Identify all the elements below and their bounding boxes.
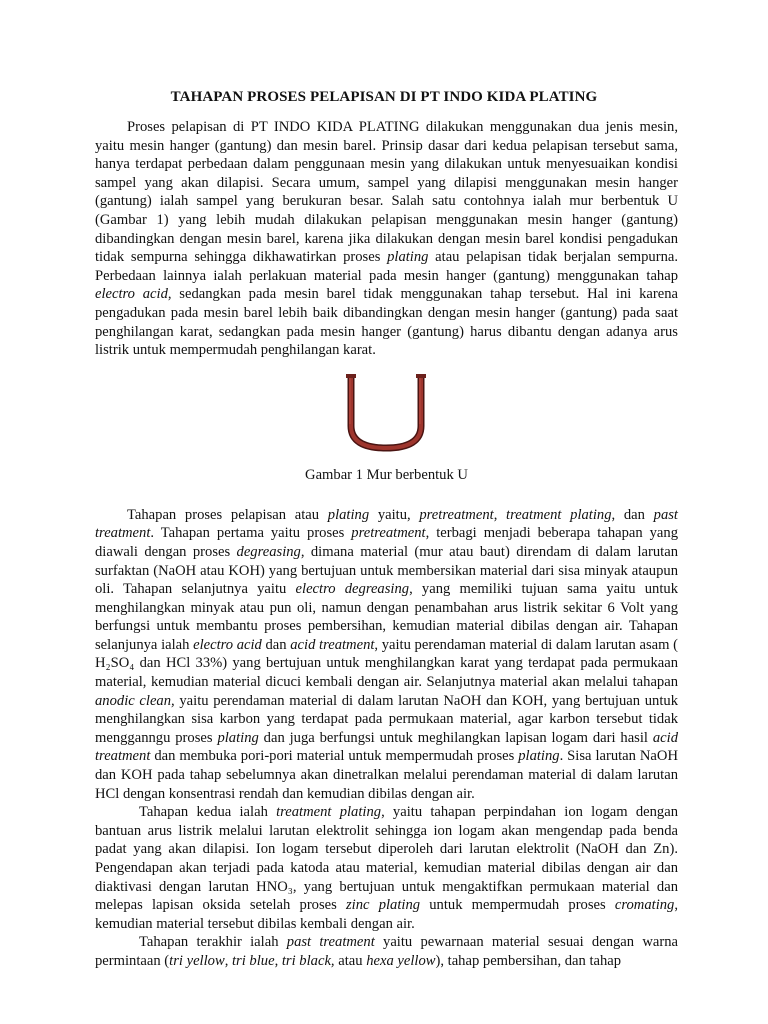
italic-term: pretreatment: [419, 506, 494, 523]
text: Tahapan terakhir ialah: [139, 934, 287, 951]
text: , sedangkan pada mesin barel tidak menggunakan tahap tersebut. Hal ini karena pengadukan pada mesin barel lebih baik dibandingkan dengan mesin hanger (gantung) pada saat penghilangan karat, sedangkan pada mesin hanger (gantung) harus dibantu dengan adanya arus listrik untuk mempermudah penghilangan karat.: [95, 286, 678, 359]
u-bolt-rod: [351, 376, 421, 448]
italic-term: tri yellow: [169, 952, 225, 969]
italic-term: electro degreasing: [295, 581, 410, 598]
italic-term: treatment plating: [506, 506, 612, 523]
u-shaped-bolt-icon: [343, 374, 429, 454]
text: , kemudian material tersebut dibilas kembali dengan air.: [95, 897, 678, 932]
text: ,: [224, 952, 232, 969]
paragraph-4: [95, 933, 678, 970]
italic-term: past treatment: [95, 506, 678, 542]
paragraph-1: [95, 118, 678, 360]
text: Proses pelapisan di PT INDO KIDA PLATING dilakukan menggunakan dua jenis mesin, yaitu mesin hanger (gantung) dan mesin barel. Prinsip dasar dari kedua pelapisan tersebut sama, hanya terdapat perbedaan dalam penggunaan mesin yang dilakukan untuk menyesuaikan kondisi sampel yang akan dilapisi. Secara umum, sampel yang dilapisi menggunakan mesin hanger (gantung) ialah sampel yang berukuran besar. Salah satu contohnya ialah mur berbentuk U (Gambar 1) yang lebih mudah dilakukan pelapisan menggunakan mesin hanger (gantung) dibandingkan dengan mesin barel, karena jika dilakukan dengan mesin barel kondisi pengadukan tidak sempurna sehingga dikhawatirkan proses: [95, 119, 678, 266]
document-body: [95, 118, 678, 971]
text: ), tahap pembersihan, dan tahap: [435, 952, 622, 969]
text: Tahapan kedua ialah: [139, 804, 277, 821]
text: , yaitu tahapan perpindahan ion logam dengan bantuan arus listrik melalui larutan elektrolit sehingga ion logam akan mengendap pada benda padat yang akan dilapisi. Ion logam tersebut diperoleh dari larutan elektrolit (NaOH dan Zn). Pengendapan akan terjadi pada katoda atau material, kemudian material dibilas dengan air dan diaktivasi dengan larutan HNO₃, yang bertujuan untuk mengaktifkan permukaan material dan melepas lapisan oksida setelah proses: [95, 804, 678, 914]
italic-term: zinc plating: [346, 897, 421, 914]
italic-term: plating: [387, 249, 429, 266]
italic-term: cromating: [614, 897, 675, 914]
italic-term: hexa yellow: [366, 952, 436, 969]
text: dan: [261, 636, 291, 653]
italic-term: past treatment: [286, 934, 375, 951]
italic-term: treatment plating: [276, 804, 382, 821]
italic-term: acid treatment: [290, 636, 375, 653]
text: dan membuka pori-pori material untuk mempermudah proses: [150, 748, 519, 765]
u-bolt-end-right: [416, 374, 426, 378]
text: ,: [274, 952, 282, 969]
text: , yang memiliki tujuan sama yaitu untuk menghilangkan minyak atau pun oli, namun dengan penambahan arus listrik sekitar 6 Volt yang berfungsi untuk membantu proses pembersihan, kemudian material dibilas dengan air. Tahapan selanjunya ialah: [95, 581, 678, 653]
paragraph-2: [95, 506, 678, 804]
italic-term: degreasing: [236, 543, 301, 560]
text: atau: [334, 952, 367, 969]
text: , yaitu perendaman material di dalam larutan asam ( H₂SO₄ dan HCl 33%) yang bertujuan untuk menghilangkan karat yang terdapat pada permukaan material, kemudian material dicuci kembali dengan air. Selanjutnya material akan melalui tahapan: [95, 636, 678, 691]
paragraph-3: [95, 803, 678, 933]
italic-term: plating: [518, 748, 560, 765]
text: . Tahapan pertama yaitu proses: [150, 525, 352, 542]
text: ,: [493, 506, 507, 523]
italic-term: tri blue: [232, 952, 275, 969]
text: atau pelapisan tidak berjalan sempurna. Perbedaan lainnya ialah perlakuan material pada mesin hanger (gantung) menggunakan tahap: [95, 249, 678, 284]
italic-term: electro acid: [95, 286, 168, 303]
italic-term: electro acid: [193, 636, 262, 653]
text: yaitu,: [369, 506, 420, 523]
text: , dan: [611, 506, 654, 523]
text: Tahapan proses pelapisan atau: [127, 506, 328, 523]
figure-1: [95, 374, 678, 454]
italic-term: acid treatment: [95, 729, 678, 765]
text: . Sisa larutan NaOH dan KOH pada tahap sebelumnya akan dinetralkan melalui perendaman material di dalam larutan HCl dengan konsentrasi rendah dan kemudian dibilas dengan air.: [95, 748, 678, 802]
italic-term: pretreatment: [351, 525, 426, 542]
text: dan juga berfungsi untuk meghilangkan lapisan logam dari hasil: [258, 729, 653, 746]
text: , terbagi menjadi beberapa tahapan yang diawali dengan proses: [95, 525, 678, 560]
text: yaitu perendaman material di dalam larutan NaOH dan KOH, yang bertujuan untuk menghilangkan sisa karbon yang terdapat pada permukaan material, agar karbon tersebut tidak mengganngu proses: [95, 692, 678, 746]
italic-term: anodic clean,: [95, 692, 175, 709]
italic-term: plating: [217, 729, 259, 746]
figure-caption: Gambar 1 Mur berbentuk U: [305, 466, 468, 483]
italic-term: tri black,: [281, 952, 335, 969]
italic-term: plating: [327, 506, 370, 523]
u-bolt-end-left: [346, 374, 356, 378]
text: untuk mempermudah proses: [420, 897, 615, 914]
text: , dimana material (mur atau baut) direndam di dalam larutan surfaktan (NaOH atau KOH) yang bertujuan untuk membersikan material dari sisa minyak ataupun oli. Tahapan selanjutnya yaitu: [95, 543, 678, 598]
document-title: TAHAPAN PROSES PELAPISAN DI PT INDO KIDA PLATING: [170, 89, 598, 105]
text: yaitu pewarnaan material sesuai dengan warna permintaan (: [95, 934, 678, 969]
